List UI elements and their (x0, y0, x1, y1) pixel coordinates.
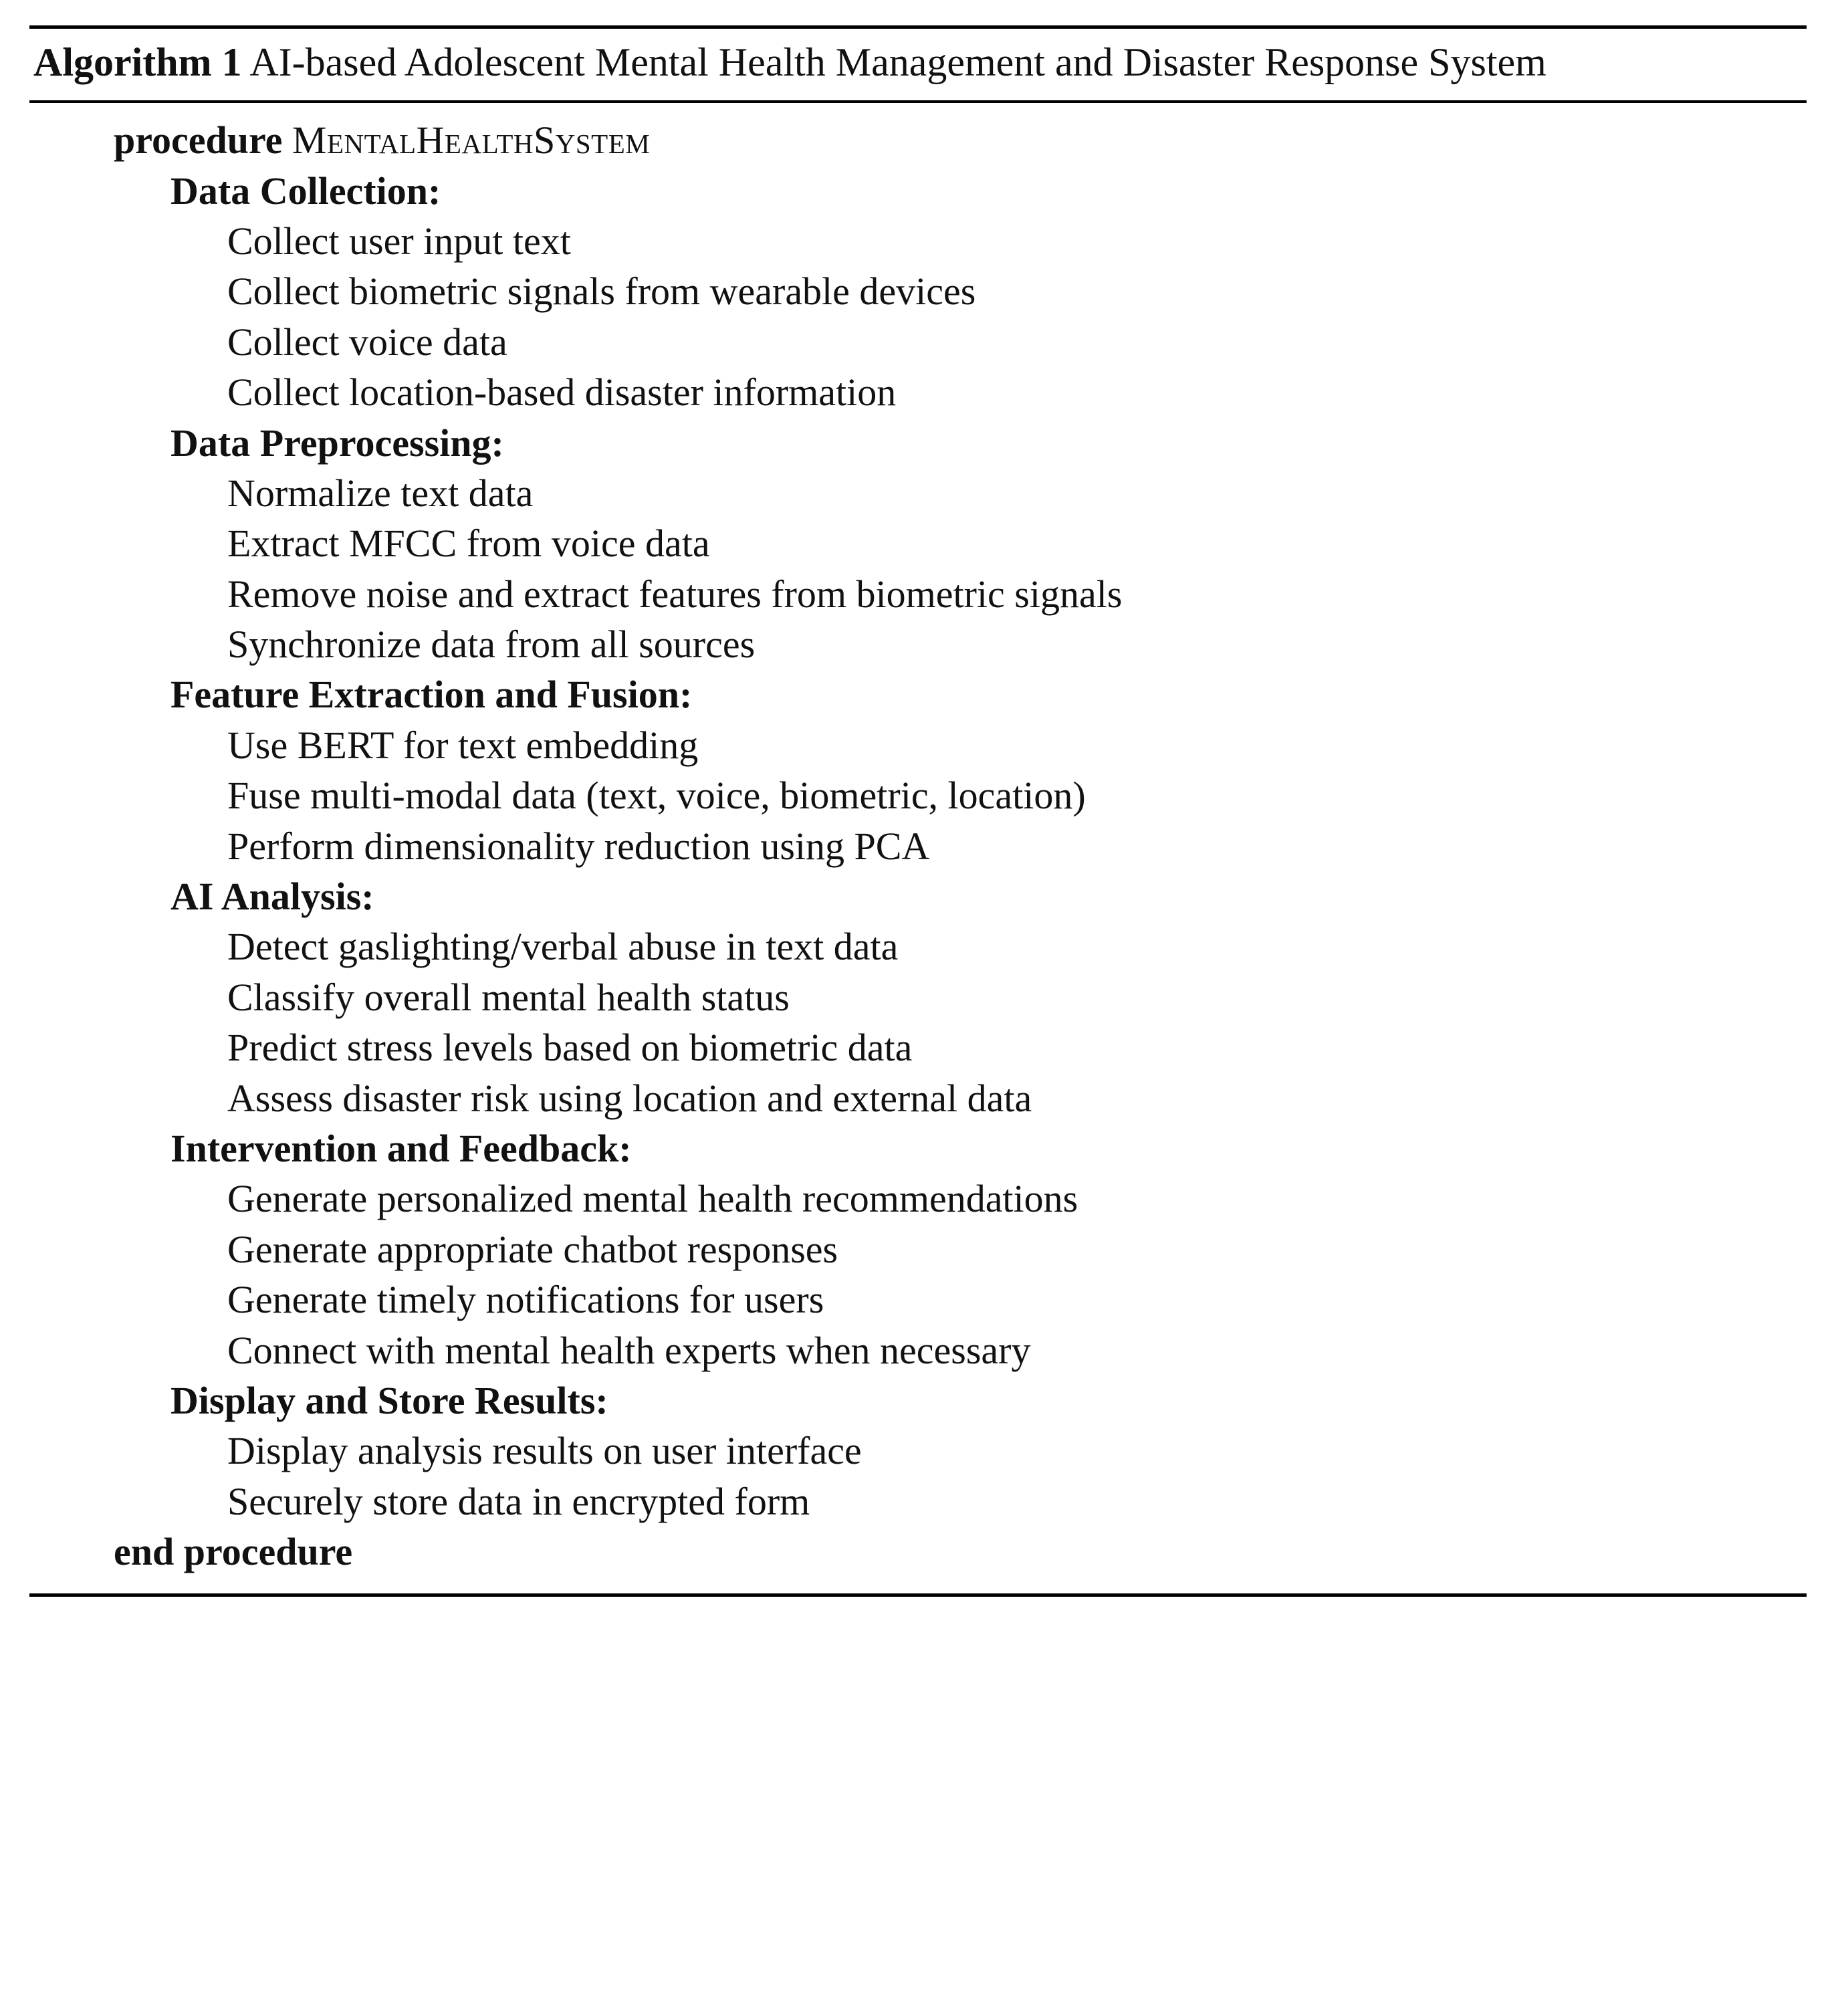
algorithm-section-header (33, 418, 1803, 468)
algorithm-step (33, 216, 1803, 266)
algorithm-step-label: Remove noise and extract features from biometric signals (227, 572, 1123, 616)
algorithm-number: Algorithm 1 (33, 40, 242, 84)
algorithm-section-header-label: Data Preprocessing: (170, 421, 504, 465)
algorithm-caption (29, 29, 1807, 96)
algorithm-step (33, 720, 1803, 770)
algorithm-step-label: Connect with mental health experts when necessary (227, 1328, 1031, 1372)
algorithm-section-header-label: Intervention and Feedback: (170, 1127, 632, 1170)
algorithm-step (33, 1274, 1803, 1325)
algorithm-step-label: Collect user input text (227, 219, 571, 263)
algorithm-section-header-label: Data Collection: (170, 169, 441, 213)
algorithm-step-label: Collect biometric signals from wearable devices (227, 269, 976, 314)
algorithm-step-label: Detect gaslighting/verbal abuse in text data (227, 925, 899, 969)
algorithm-step-label: Synchronize data from all sources (227, 623, 756, 667)
algorithm-block (29, 25, 1807, 1597)
algorithm-step (33, 468, 1803, 518)
algorithm-title: AI-based Adolescent Mental Health Management and Disaster Response System (249, 40, 1546, 84)
algorithm-step (33, 1325, 1803, 1375)
end-procedure-keyword: end procedure (114, 1530, 353, 1574)
algorithm-step (33, 972, 1803, 1022)
algorithm-section-header-label: AI Analysis: (170, 875, 374, 919)
algorithm-section-header (33, 1123, 1803, 1173)
algorithm-step-label: Perform dimensionality reduction using PCA (227, 824, 930, 868)
algorithm-step-label: Generate appropriate chatbot responses (227, 1227, 838, 1271)
algorithm-step (33, 317, 1803, 367)
algorithm-step (33, 1426, 1803, 1476)
algorithm-step (33, 1224, 1803, 1274)
algorithm-step (33, 518, 1803, 568)
procedure-line (33, 115, 1803, 165)
algorithm-step (33, 1073, 1803, 1123)
algorithm-step-label: Predict stress levels based on biometric data (227, 1026, 913, 1070)
procedure-name: MentalHealthSystem (292, 118, 651, 162)
algorithm-step-label: Securely store data in encrypted form (227, 1479, 810, 1523)
algorithm-step-label: Collect location-based disaster information (227, 370, 897, 415)
algorithm-step (33, 1173, 1803, 1224)
algorithm-step-label: Assess disaster risk using location and external data (227, 1076, 1032, 1120)
algorithm-step (33, 921, 1803, 972)
algorithm-step (33, 569, 1803, 619)
bottom-rule (29, 1593, 1807, 1597)
algorithm-step (33, 821, 1803, 871)
algorithm-body (29, 103, 1807, 1583)
procedure-keyword: procedure (114, 118, 283, 162)
algorithm-step-label: Normalize text data (227, 471, 534, 515)
algorithm-section-header-label: Display and Store Results: (170, 1378, 608, 1422)
algorithm-section-header (33, 871, 1803, 921)
algorithm-step-label: Collect voice data (227, 320, 507, 364)
algorithm-step (33, 619, 1803, 669)
algorithm-step-label: Fuse multi-modal data (text, voice, biometric, location) (227, 774, 1086, 818)
algorithm-section-header (33, 1375, 1803, 1426)
algorithm-section-header-label: Feature Extraction and Fusion: (170, 673, 693, 717)
algorithm-steps (33, 166, 1803, 1527)
algorithm-step-label: Generate timely notifications for users (227, 1278, 824, 1322)
algorithm-step (33, 367, 1803, 417)
algorithm-step (33, 1022, 1803, 1073)
algorithm-step-label: Use BERT for text embedding (227, 723, 699, 767)
algorithm-step (33, 266, 1803, 316)
algorithm-step (33, 770, 1803, 820)
end-procedure-line (33, 1527, 1803, 1577)
algorithm-step-label: Extract MFCC from voice data (227, 522, 710, 566)
algorithm-step-label: Display analysis results on user interface (227, 1429, 862, 1473)
algorithm-step (33, 1476, 1803, 1527)
algorithm-section-header (33, 166, 1803, 216)
algorithm-step-label: Generate personalized mental health recommendations (227, 1177, 1078, 1221)
algorithm-step-label: Classify overall mental health status (227, 975, 790, 1019)
algorithm-section-header (33, 669, 1803, 719)
